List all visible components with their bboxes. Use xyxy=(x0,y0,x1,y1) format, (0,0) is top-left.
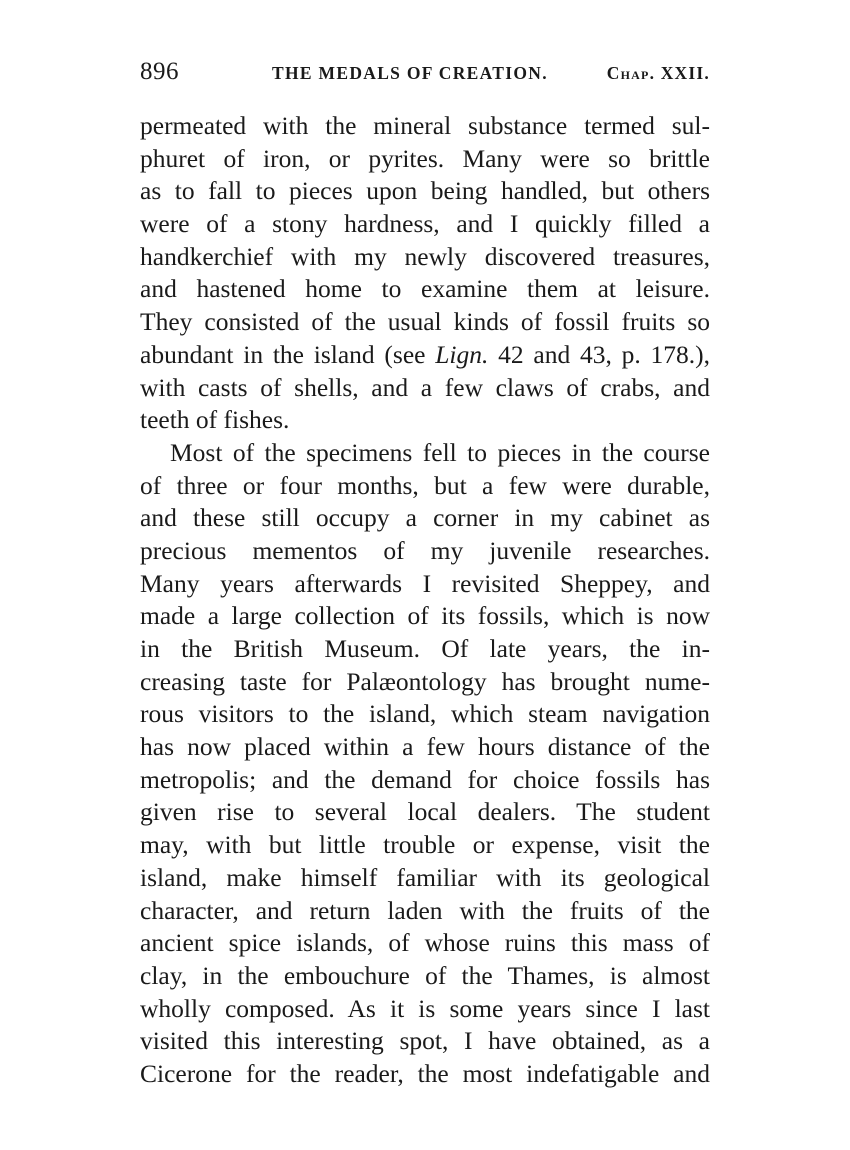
text-line: clay, in the embouchure of the Thames, is almost xyxy=(140,960,710,990)
text-line: may, with but little trouble or expense, visit the xyxy=(140,830,710,860)
page-number: 896 xyxy=(140,58,179,85)
body-text xyxy=(140,110,710,1091)
text-line: given rise to several local dealers. The student xyxy=(140,797,710,827)
text-line: ancient spice islands, of whose ruins this mass of xyxy=(140,928,710,958)
text-line: were of a stony hardness, and I quickly filled a xyxy=(140,209,710,239)
text-line-with-italic xyxy=(140,339,710,372)
text-line: island, make himself familiar with its geological xyxy=(140,862,710,892)
text-line: They consisted of the usual kinds of fossil fruits so xyxy=(140,307,710,337)
text-line: wholly composed. As it is some years since I last xyxy=(140,993,710,1023)
italic-reference: Lign. xyxy=(435,339,489,369)
text-line: character, and return laden with the fruits of the xyxy=(140,895,710,925)
text-fragment: 42 and 43, p. 178.), xyxy=(488,339,711,369)
text-line: teeth of fishes. xyxy=(140,405,290,435)
text-line: visited this interesting spot, I have obtained, as a xyxy=(140,1026,710,1056)
text-line: precious mementos of my juvenile researches. xyxy=(140,535,710,565)
running-title: THE MEDALS OF CREATION. xyxy=(272,63,548,83)
text-line: of three or four months, but a few were durable, xyxy=(140,470,710,500)
text-line: handkerchief with my newly discovered treasures, xyxy=(140,241,710,271)
text-line: with casts of shells, and a few claws of crabs, and xyxy=(140,372,710,402)
text-line: in the British Museum. Of late years, the in- xyxy=(140,634,710,663)
text-line: and these still occupy a corner in my cabinet as xyxy=(140,503,710,533)
text-line: creasing taste for Palæontology has brought nume- xyxy=(140,666,710,696)
paragraph-1 xyxy=(140,110,710,437)
text-line: Many years afterwards I revisited Sheppey, and xyxy=(140,568,710,598)
text-line: phuret of iron, or pyrites. Many were so brittle xyxy=(140,143,710,173)
running-head xyxy=(140,58,710,92)
text-line: made a large collection of its fossils, which is now xyxy=(140,601,710,631)
chapter-label: Chap. XXII. xyxy=(606,63,710,83)
text-line: Cicerone for the reader, the most indefatigable and xyxy=(140,1058,710,1088)
paragraph-2 xyxy=(140,437,710,1091)
text-line: permeated with the mineral substance termed sul- xyxy=(140,111,710,140)
text-line: and hastened home to examine them at leisure. xyxy=(140,274,710,304)
text-line: metropolis; and the demand for choice fossils has xyxy=(140,764,710,794)
text-fragment: abundant in the island (see xyxy=(140,339,436,369)
text-line: Most of the specimens fell to pieces in the course xyxy=(170,437,710,467)
text-line: rous visitors to the island, which steam navigation xyxy=(140,699,710,729)
text-line: has now placed within a few hours distance of the xyxy=(140,732,710,762)
text-line: as to fall to pieces upon being handled, but others xyxy=(140,176,710,206)
